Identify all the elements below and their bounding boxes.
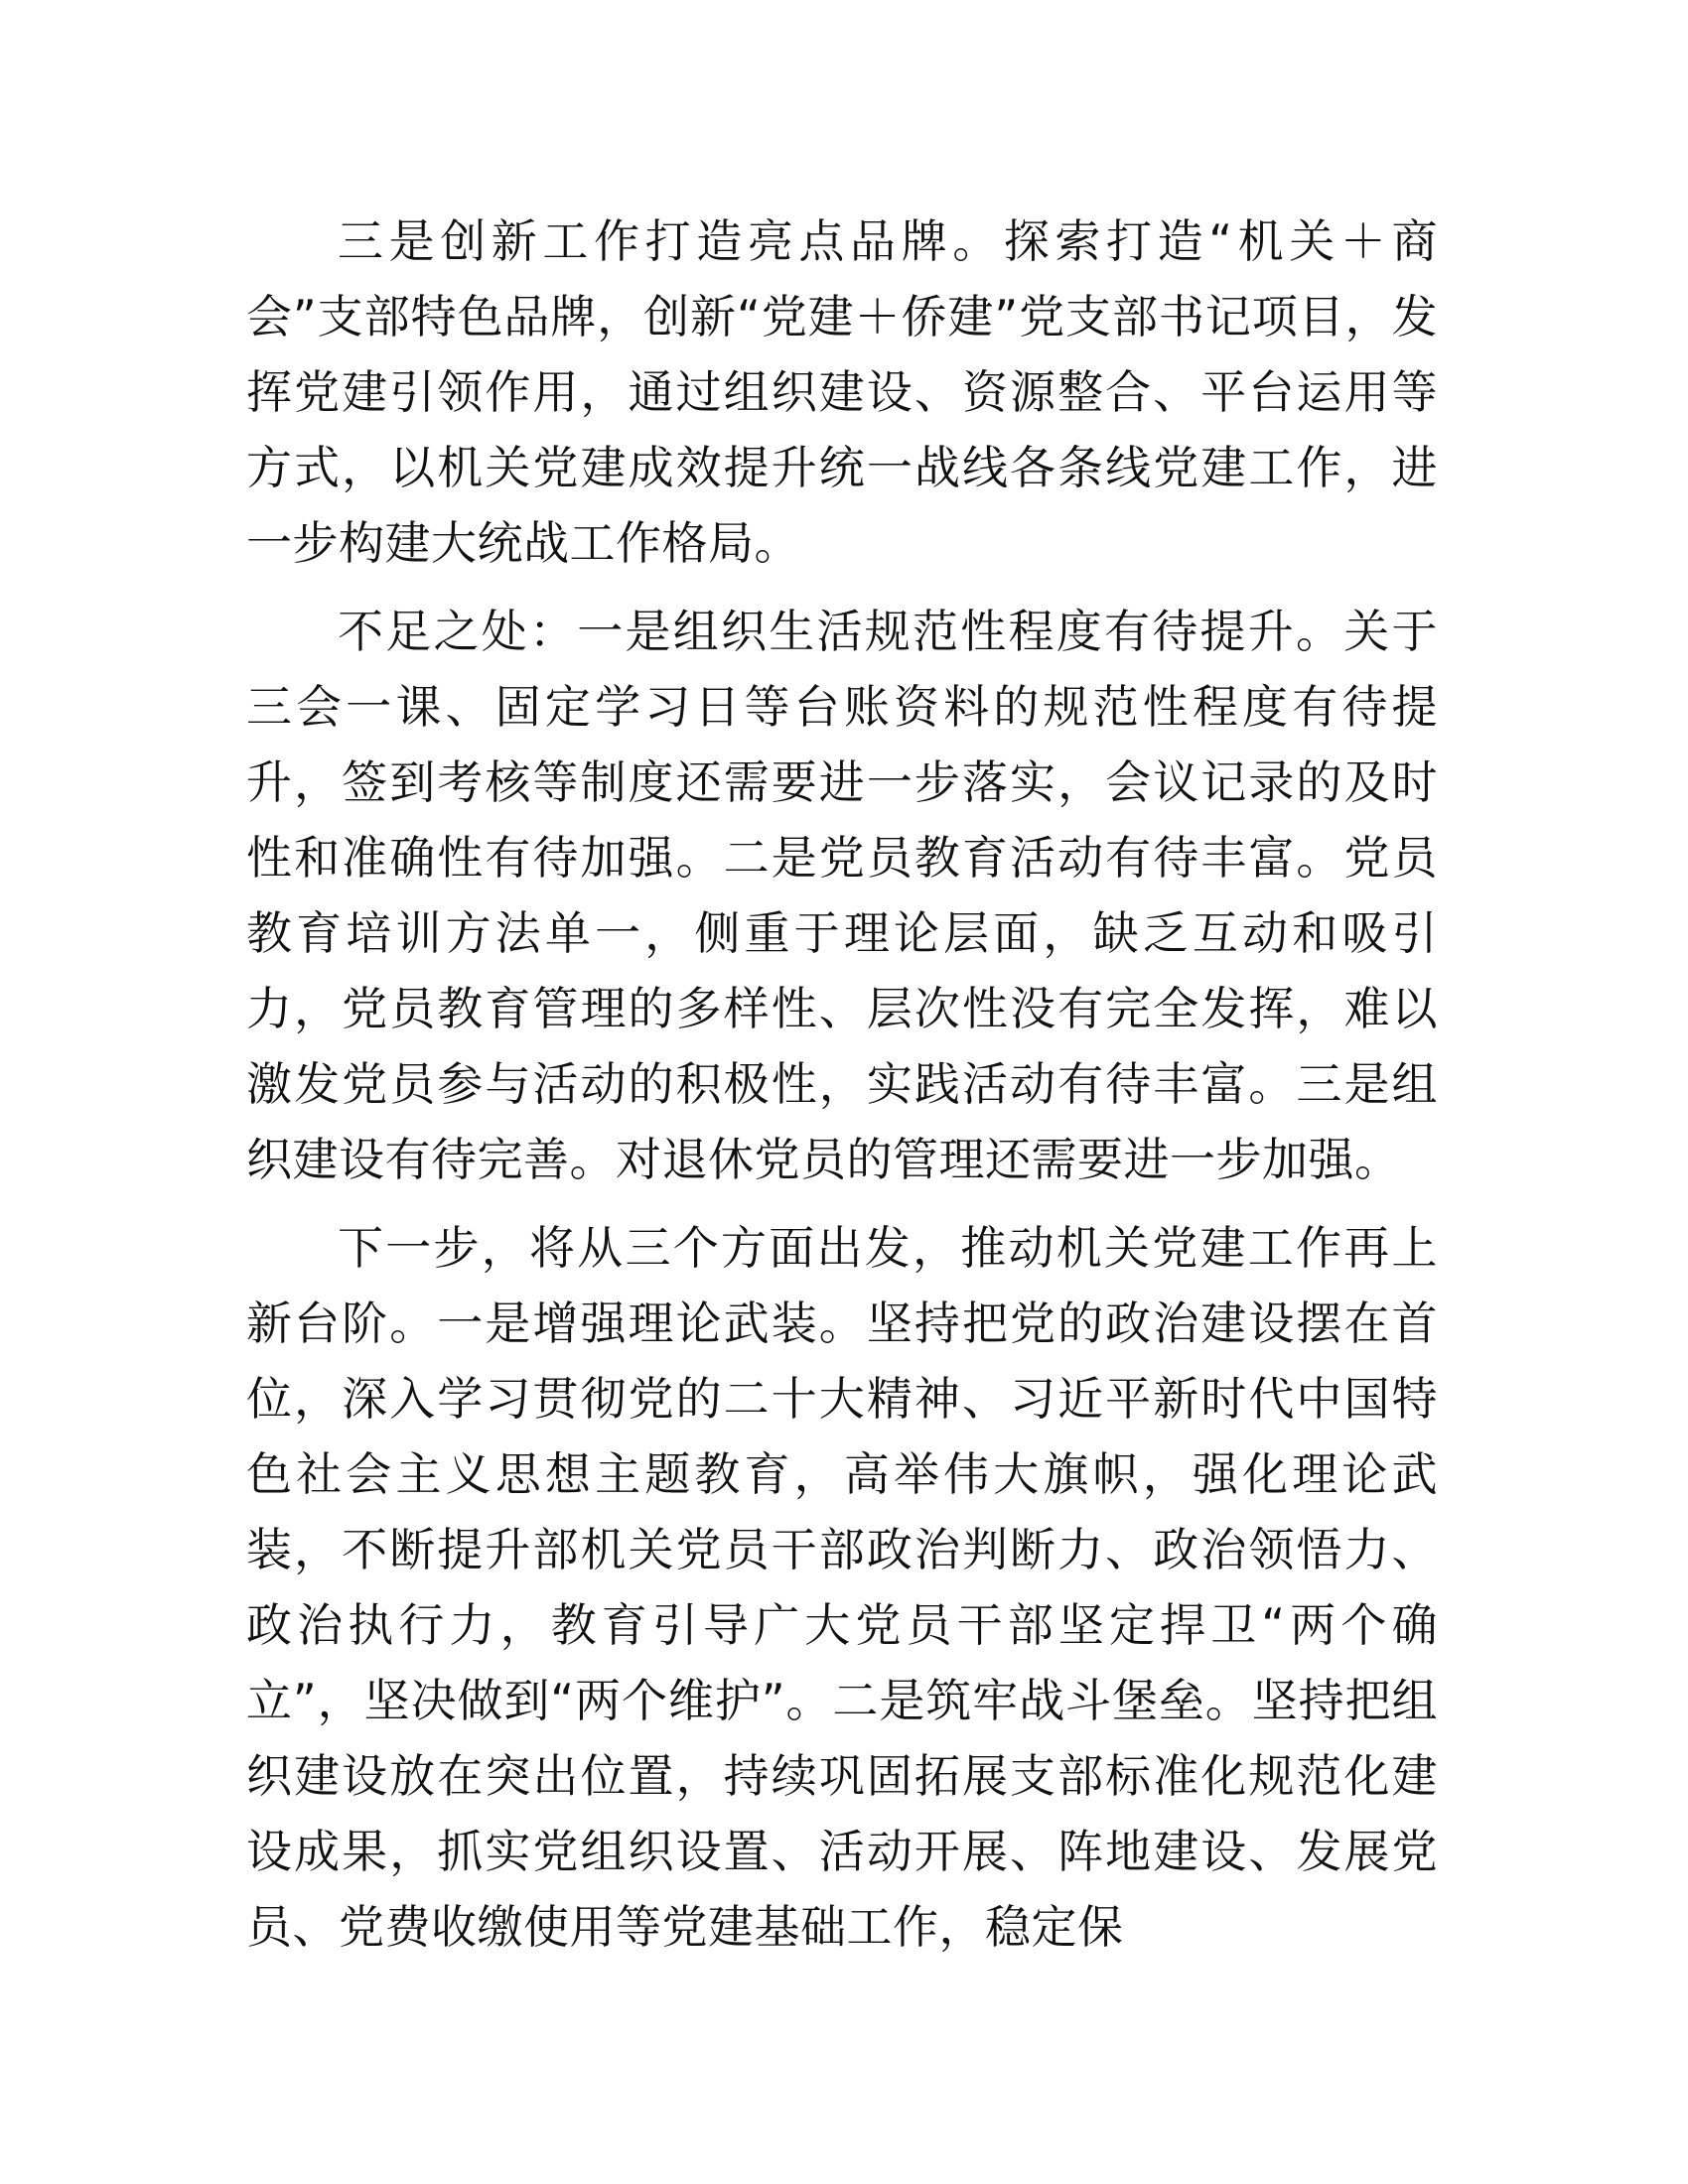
paragraph-highlight-brand: 三是创新工作打造亮点品牌。探索打造“机关＋商会”支部特色品牌，创新“党建＋侨建”党支部书记项目，发挥党建引领作用，通过组织建设、资源整合、平台运用等方式，以机关党建成效提升统一战线各条线党建工作，进一步构建大统战工作格局。: [246, 214, 1438, 570]
paragraph-next-steps: 下一步，将从三个方面出发，推动机关党建工作再上新台阶。一是增强理论武装。坚持把党的政治建设摆在首位，深入学习贯彻党的二十大精神、习近平新时代中国特色社会主义思想主题教育，高举伟大旗帜，强化理论武装，不断提升部机关党员干部政治判断力、政治领悟力、政治执行力，教育引导广大党员干部坚定捍卫“两个确立”，坚决做到“两个维护”。二是筑牢战斗堡垒。坚持把组织建设放在突出位置，持续巩固拓展支部标准化规范化建设成果，抓实党组织设置、活动开展、阵地建设、发展党员、党费收缴使用等党建基础工作，稳定保: [246, 1221, 1438, 1954]
paragraph-shortcomings: 不足之处：一是组织生活规范性程度有待提升。关于三会一课、固定学习日等台账资料的规范性程度有待提升，签到考核等制度还需要进一步落实，会议记录的及时性和准确性有待加强。二是党员教育活动有待丰富。党员教育培训方法单一，侧重于理论层面，缺乏互动和吸引力，党员教育管理的多样性、层次性没有完全发挥，难以激发党员参与活动的积极性，实践活动有待丰富。三是组织建设有待完善。对退休党员的管理还需要进一步加强。: [246, 605, 1438, 1186]
document-body: [246, 204, 1438, 1978]
